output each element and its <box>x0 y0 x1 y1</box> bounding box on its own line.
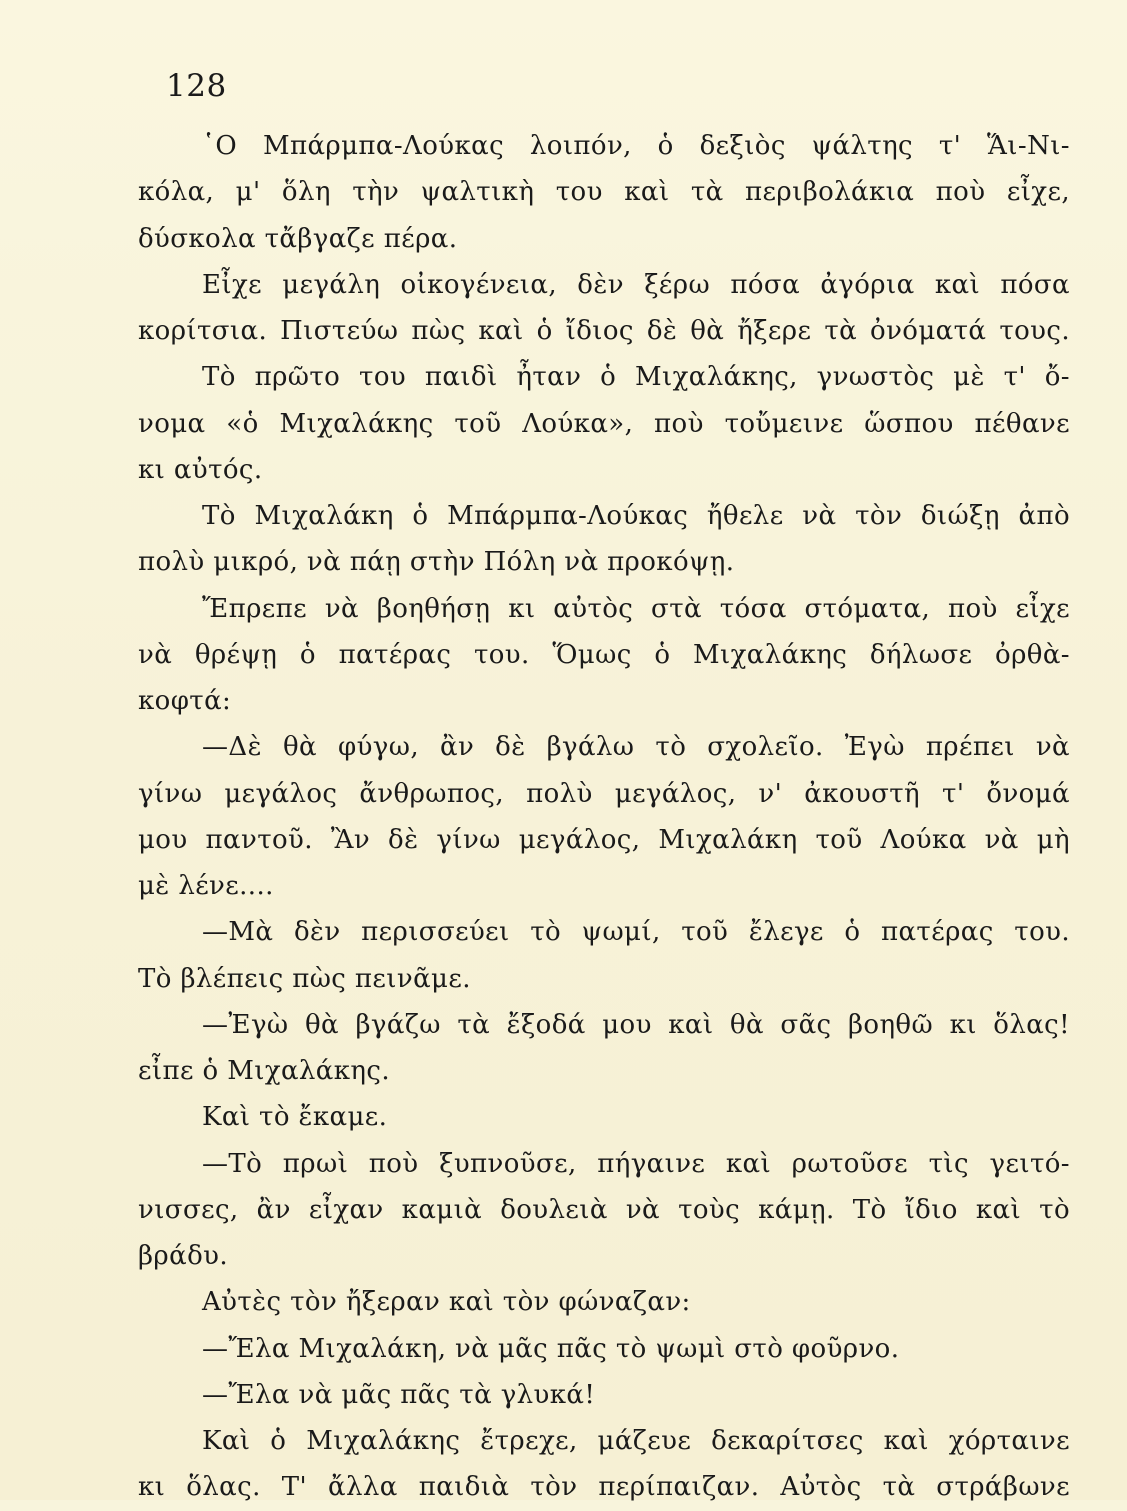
text-line: Τὸ βλέπεις πὼς πεινᾶμε. <box>138 963 471 994</box>
text-line: νομα «ὁ Μιχαλάκης τοῦ Λούκα», ποὺ τοὔμεινε ὥσπου πέθανε <box>138 408 1070 439</box>
text-line: Ἔπρεπε νὰ βοηθήσῃ κι αὐτὸς στὰ τόσα στόματα, ποὺ εἶχε <box>202 593 1070 624</box>
text-line: εἶπε ὁ Μιχαλάκης. <box>138 1056 391 1086</box>
text-line: Αὐτὲς τὸν ἤξεραν καὶ τὸν φώναζαν: <box>202 1287 691 1318</box>
text-line: βράδυ. <box>138 1241 228 1271</box>
text-line: Τὸ πρῶτο του παιδὶ ἦταν ὁ Μιχαλάκης, γνωστὸς μὲ τ' ὄ- <box>202 362 1070 393</box>
text-line: κι ὅλας. Τ' ἄλλα παιδιὰ τὸν περίπαιζαν. Αὐτὸς τὰ στράβωνε <box>138 1472 1070 1503</box>
text-line: δύσκολα τἄβγαζε πέρα. <box>138 223 458 254</box>
text-line: —Ἐγὼ θὰ βγάζω τὰ ἔξοδά μου καὶ θὰ σᾶς βοηθῶ κι ὅλας! <box>202 1009 1070 1040</box>
text-line: Καὶ ὁ Μιχαλάκης ἔτρεχε, μάζευε δεκαρίτσες καὶ χόρταινε <box>202 1426 1070 1456</box>
text-line: —Μὰ δὲν περισσεύει τὸ ψωμί, τοῦ ἔλεγε ὁ πατέρας του. <box>202 917 1070 948</box>
text-line: —Ἔλα νὰ μᾶς πᾶς τὰ γλυκά! <box>202 1379 596 1410</box>
page-number: 128 <box>166 68 227 104</box>
text-line: κορίτσια. Πιστεύω πὼς καὶ ὁ ἴδιος δὲ θὰ ἤξερε τὰ ὀνόματά τους. <box>138 316 1070 346</box>
text-line: —Ἔλα Μιχαλάκη, νὰ μᾶς πᾶς τὸ ψωμὶ στὸ φοῦρνο. <box>202 1333 900 1364</box>
text-line: —Δὲ θὰ φύγω, ἂν δὲ βγάλω τὸ σχολεῖο. Ἐγὼ πρέπει νὰ <box>202 732 1070 763</box>
text-line: —Τὸ πρωὶ ποὺ ξυπνοῦσε, πήγαινε καὶ ρωτοῦσε τὶς γειτό- <box>202 1148 1070 1179</box>
text-line: μου παντοῦ. Ἂν δὲ γίνω μεγάλος, Μιχαλάκη τοῦ Λούκα νὰ μὴ <box>138 824 1070 855</box>
text-line: Τὸ Μιχαλάκη ὁ Μπάρμπα-Λούκας ἤθελε νὰ τὸν διώξῃ ἀπὸ <box>202 501 1070 531</box>
text-line: μὲ λένε.... <box>138 871 274 901</box>
text-line: Εἶχε μεγάλη οἰκογένεια, δὲν ξέρω πόσα ἀγόρια καὶ πόσα <box>202 269 1070 300</box>
text-line: γίνω μεγάλος ἄνθρωπος, πολὺ μεγάλος, ν' ἀκουστῆ τ' ὄνομά <box>138 778 1070 809</box>
text-line: πολὺ μικρό, νὰ πάῃ στὴν Πόλη νὰ προκόψῃ. <box>138 547 735 578</box>
text-line: νισσες, ἂν εἶχαν καμιὰ δουλειὰ νὰ τοὺς κάμῃ. Τὸ ἴδιο καὶ τὸ <box>138 1194 1070 1225</box>
body-text <box>138 123 1070 1511</box>
text-line: κόλα, μ' ὅλη τὴν ψαλτικὴ του καὶ τὰ περιβολάκια ποὺ εἶχε, <box>138 177 1070 208</box>
text-line: κοφτά: <box>138 686 232 716</box>
text-line: νὰ θρέψῃ ὁ πατέρας του. Ὅμως ὁ Μιχαλάκης δήλωσε ὀρθὰ- <box>138 639 1070 670</box>
text-line: κι αὐτός. <box>138 454 263 485</box>
text-line: ῾Ο Μπάρμπα-Λούκας λοιπόν, ὁ δεξιὸς ψάλτης τ' Ἅι-Νι- <box>202 131 1070 161</box>
text-line: Καὶ τὸ ἔκαμε. <box>202 1102 388 1133</box>
